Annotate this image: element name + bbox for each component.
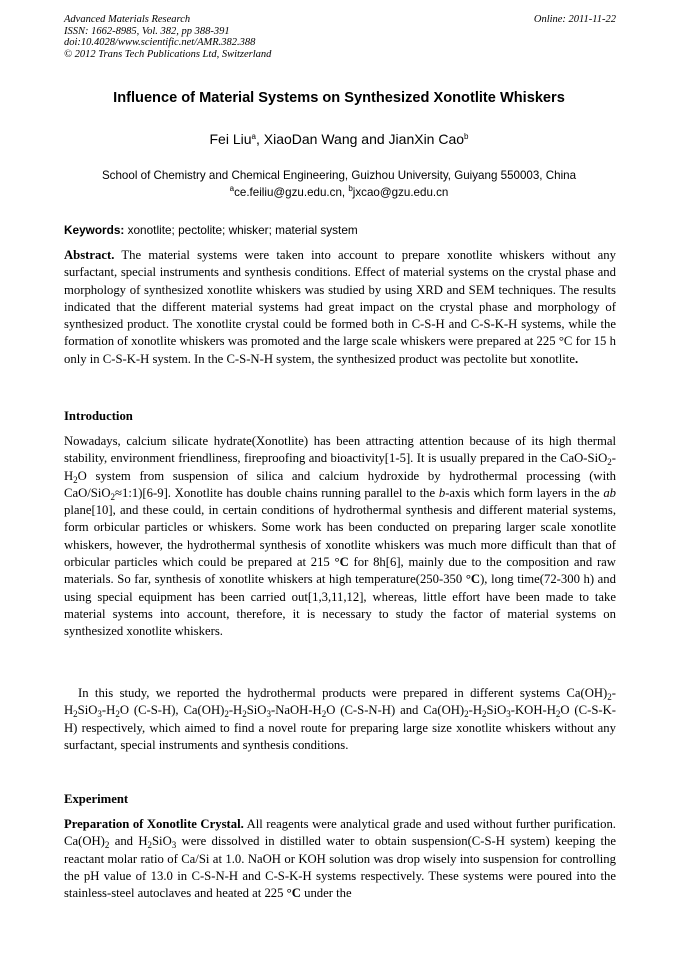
copyright-line: © 2012 Trans Tech Publications Ltd, Switzerland	[64, 48, 272, 60]
subscript: 2	[115, 709, 120, 720]
text-run: SiO	[486, 703, 507, 718]
abstract-text: The material systems were taken into account to prepare xonotlite whiskers without any surfactant, special instruments and synthesis conditions. Effect of material systems on the crystal phase and morphology of synthesized xonotlite whiskers was studied by using XRD and SEM techniques. The results indicated that the different material systems had great impact on the crystal phase and morphology of synthesized product. The xonotlite crystal could be formed both in C-S-H and C-S-K-H systems, while the formation of xonotlite whiskers was promoted and the large scale whiskers were prepared at 225 °C for 15 h only in C-S-K-H system. In the C-S-N-H system, the synthesized product was pectolite but xonotlite	[64, 248, 616, 366]
email-line	[0, 184, 678, 201]
text-run: -NaOH-H	[270, 703, 322, 718]
text-run: plane[10], and these could, in certain conditions of hydrothermal synthesis and different material systems, form orbicular particles or whiskers. Some work has been conducted on preparing larger scale xonotlite whiskers, however, the hydrothermal synthesis of xonotlite whiskers was much more difficult than that of orbicular particles which could be prepared at 215	[64, 503, 616, 570]
subscript: 2	[482, 709, 487, 720]
subscript: 2	[147, 840, 152, 851]
text-run: SiO	[77, 703, 98, 718]
email-address: ce.feiliu@gzu.edu.cn,	[234, 186, 349, 199]
journal-header	[64, 14, 616, 60]
subscript: 3	[171, 840, 177, 851]
subscript: 2	[104, 840, 110, 851]
text-run: O system from suspension of silica and calcium hydroxide by hydrothermal processing (with CaO/SiO	[64, 468, 616, 500]
email-address: jxcao@gzu.edu.cn	[352, 186, 449, 199]
keywords-label: Keywords:	[64, 223, 125, 237]
text-run: -KOH-H	[510, 703, 556, 718]
text-run: SiO	[152, 834, 172, 849]
paper-title: Influence of Material Systems on Synthesized Xonotlite Whiskers	[113, 90, 565, 106]
affiliation: School of Chemistry and Chemical Engineering, Guizhou University, Guiyang 550003, China	[101, 169, 577, 182]
text-run: SiO	[246, 703, 267, 718]
affiliation-block	[0, 167, 678, 201]
intro-paragraph-2	[64, 685, 616, 754]
email-superscript: b	[348, 184, 353, 193]
text-run: O (C-S-N-H) and Ca(OH)	[326, 703, 465, 718]
doi-line: doi:10.4028/www.scientific.net/AMR.382.388	[64, 37, 256, 49]
text-run: Nowadays, calcium silicate hydrate(Xonotlite) has been attracting attention because of its high thermal stability, environment friendliness, fireproofing and bioactivity[1-5]. It is usually prepared in the CaO-SiO	[64, 434, 616, 466]
keywords-line	[64, 223, 616, 237]
text-run: ≈1:1)[6-9]. Xonotlite has double chains running parallel to the	[115, 485, 439, 500]
online-date: Online: 2011-11-22	[533, 14, 616, 25]
author-superscript: a	[251, 132, 256, 141]
degree-unit: °C	[334, 555, 349, 570]
subsection-label: Preparation of Xonotlite Crystal.	[64, 817, 244, 831]
text-run: -H	[228, 703, 243, 718]
author-line	[0, 131, 678, 147]
subscript: 2	[464, 709, 469, 720]
italic-text: ab	[603, 485, 617, 500]
subscript: 3	[266, 709, 271, 720]
text-run: O (C-S-H), Ca(OH)	[119, 703, 225, 718]
text-run: under the	[300, 886, 352, 901]
section-heading-introduction: Introduction	[64, 409, 133, 423]
subscript: 2	[321, 709, 327, 720]
abstract-paragraph	[64, 247, 616, 368]
keywords-text: xonotlite; pectolite; whisker; material system	[124, 223, 358, 237]
text-run: -H	[64, 686, 616, 718]
email-superscript: a	[229, 184, 235, 193]
section-heading-experiment: Experiment	[64, 792, 129, 806]
author-names: , XiaoDan Wang and JianXin Cao	[255, 131, 465, 147]
author-name: Fei Liu	[209, 131, 252, 147]
abstract-end: .	[574, 351, 579, 366]
subscript: 3	[97, 709, 102, 720]
author-superscript: b	[464, 132, 469, 141]
intro-paragraph-1	[64, 433, 616, 641]
text-run: -H	[468, 703, 483, 718]
subscript: 3	[506, 709, 511, 720]
degree-unit: °C	[286, 886, 301, 901]
abstract-label: Abstract.	[64, 248, 115, 262]
text-run: were dissolved in distilled water to obtain suspension(C-S-H system) keeping the reactant molar ratio of Ca/Si at 1.0. NaOH or KOH solution was drop wisely into suspension for controlling the pH value of 13.0 in C-S-N-H and C-S-K-H systems respectively. These systems were poured into the stainless-steel autoclaves and heated at 225	[64, 834, 617, 901]
subscript: 2	[73, 474, 78, 485]
journal-name: Advanced Materials Research	[64, 14, 191, 25]
text-run: ), long time(72-300 h) and using special equipment has been carried out[1,3,11,12], whereas, little effort have been made to take material systems into account, therefore, it is necessary to study the factor of material systems on synthesized xonotlite whiskers.	[64, 572, 616, 639]
subscript: 2	[224, 709, 229, 720]
subscript: 2	[73, 709, 78, 720]
experiment-paragraph	[64, 816, 616, 902]
italic-text: b	[438, 485, 446, 500]
subscript: 2	[242, 709, 247, 720]
degree-unit: °C	[465, 572, 481, 587]
text-run: All reagents were analytical grade and used without further purification. Ca(OH)	[64, 817, 616, 849]
issn-line: ISSN: 1662-8985, Vol. 382, pp 388-391	[64, 25, 230, 37]
subscript: 2	[555, 709, 561, 720]
text-run: and H	[109, 834, 148, 849]
text-run: -H	[101, 703, 116, 718]
subscript: 2	[607, 457, 612, 468]
text-run: In this study, we reported the hydrothermal products were prepared in different systems Ca(OH)	[78, 686, 608, 700]
text-run: for 8h[6], mainly due to the composition and raw materials. So far, synthesis of xonotlite whiskers at high temperature(250-350	[64, 555, 616, 587]
subscript: 2	[607, 692, 612, 702]
text-run: -H	[64, 451, 616, 483]
text-run: O (C-S-K-H) respectively, which aimed to find a novel route for preparing large size xonotlite whiskers without any surfactant, special instruments and synthesis conditions.	[64, 703, 616, 752]
text-run: -axis which form layers in the	[445, 485, 604, 500]
subscript: 2	[110, 491, 116, 502]
